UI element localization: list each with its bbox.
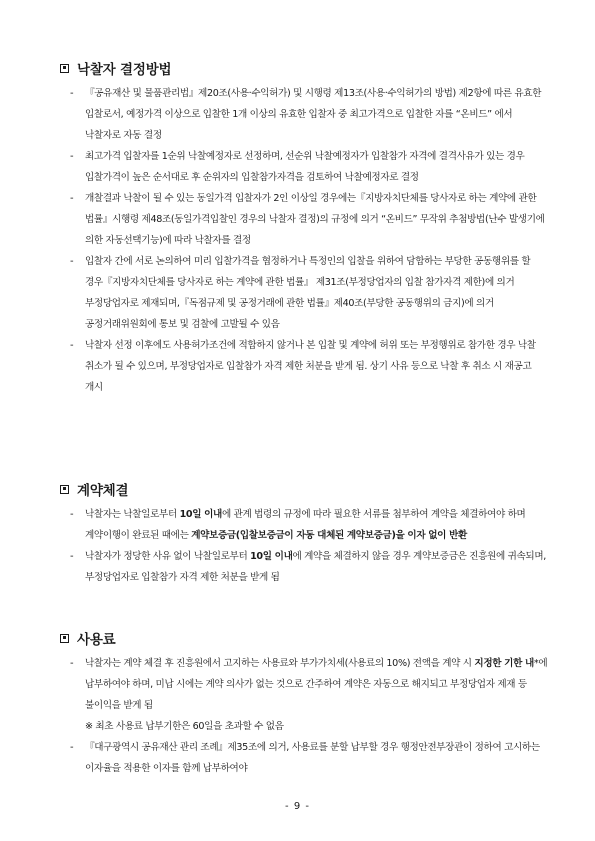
list-item [60, 83, 550, 146]
item-text: 낙찰자는 계약 체결 후 진흥원에서 고지하는 사용료와 부가가치세(사용료의 10%) 전액을 계약 시 지정한 기한 내*에 납부하여야 하며, 미납 시에는 계약 의사가 없는 것으로 간주하여 계약은 자동으로 해지되고 부정당업자 제재 등 불이익을 받게 됨 [85, 658, 548, 711]
section-heading [60, 480, 550, 498]
section-heading [60, 629, 550, 647]
dash-bullet: - [70, 193, 74, 204]
section-award-method [60, 59, 550, 398]
list-item [60, 737, 550, 779]
item-text: 낙찰자가 정당한 사유 없이 낙찰일로부터 10일 이내에 계약을 체결하지 않을 경우 계약보증금은 진흥원에 귀속되며, 부정당업자로 입찰참가 자격 제한 처분을 받게 됨 [85, 551, 546, 583]
list-item [60, 335, 550, 398]
square-bullet-icon [60, 634, 69, 643]
square-bullet-icon [60, 64, 69, 73]
dash-bullet: - [70, 742, 74, 753]
dash-bullet: - [70, 658, 74, 669]
section-title: 사용료 [77, 632, 116, 648]
section-heading [60, 59, 550, 77]
list-item [60, 251, 550, 335]
item-text: 입찰자 간에 서로 논의하여 미리 입찰가격을 협정하거나 특정인의 입찰을 위하여 담합하는 부당한 공동행위를 할 경우『지방자치단체를 당사자로 하는 계약에 관한 법률』 제31조(부정당업자의 입찰 참가자격 제한)에 의거 부정당업자로 제재되며,『독점규제 및 공정거래에 관한 법률』제40조(부당한 공동행위의 금지)에 의거 공정거래위원회에 통보 및 검찰에 고발될 수 있음 [85, 256, 531, 330]
page-number: - 9 - [285, 801, 310, 812]
item-text: 낙찰자 선정 이후에도 사용허가조건에 적합하지 않거나 본 입찰 및 계약에 허위 또는 부정행위로 참가한 경우 낙찰 취소가 될 수 있으며, 부정당업자로 입찰참가 자격 제한 처분을 받게 됨. 상기 사유 등으로 낙찰 후 취소 시 재공고 개시 [85, 340, 536, 393]
item-text: 개찰결과 낙찰이 될 수 있는 동일가격 입찰자가 2인 이상일 경우에는『지방자치단체를 당사자로 하는 계약에 관한 법률』시행령 제48조(동일가격입찰인 경우의 낙찰자 결정)의 규정에 의거 “온비드” 무작위 추첨방법(난수 발생기에 의한 자동선택기능)에 따라 낙찰자를 결정 [85, 193, 545, 246]
dash-bullet: - [70, 151, 74, 162]
item-note: ※ 최초 사용료 납부기한은 60일을 초과할 수 없음 [85, 721, 284, 732]
item-text: 최고가격 입찰자를 1순위 낙찰예정자로 선정하며, 선순위 낙찰예정자가 입찰참가 자격에 결격사유가 있는 경우 입찰가격이 높은 순서대로 후 순위자의 입찰참가자격을 검토하여 낙찰예정자로 결정 [85, 151, 525, 183]
dash-bullet: - [70, 509, 74, 520]
item-text: 낙찰자는 낙찰일로부터 10일 이내에 관계 법령의 규정에 따라 필요한 서류를 첨부하여 계약을 체결하여야 하며 계약이행이 완료된 때에는 계약보증금(입찰보증금이 자동 대체된 계약보증금)을 이자 없이 반환 [85, 509, 526, 541]
square-bullet-icon [60, 485, 69, 494]
list-item [60, 653, 550, 737]
list-item [60, 188, 550, 251]
section-contract [60, 480, 550, 588]
dash-bullet: - [70, 88, 74, 99]
dash-bullet: - [70, 551, 74, 562]
section-usage-fee [60, 629, 550, 779]
dash-bullet: - [70, 340, 74, 351]
item-text: 『공유재산 및 물품관리법』제20조(사용·수익허가) 및 시행령 제13조(사용·수익허가의 방법) 제2항에 따른 유효한 입찰로서, 예정가격 이상으로 입찰한 1개 이상의 유효한 입찰자 중 최고가격으로 입찰한 자를 “온비드” 에서 낙찰자로 자동 결정 [85, 88, 542, 141]
list-item [60, 146, 550, 188]
section-title: 낙찰자 결정방법 [77, 62, 172, 78]
section-title: 계약체결 [77, 483, 129, 499]
list-item [60, 546, 550, 588]
item-text: 『대구광역시 공유재산 관리 조례』제35조에 의거, 사용료를 분할 납부할 경우 행정안전부장관이 정하여 고시하는 이자율을 적용한 이자를 함께 납부하여야 [85, 742, 540, 774]
dash-bullet: - [70, 256, 74, 267]
list-item [60, 504, 550, 546]
